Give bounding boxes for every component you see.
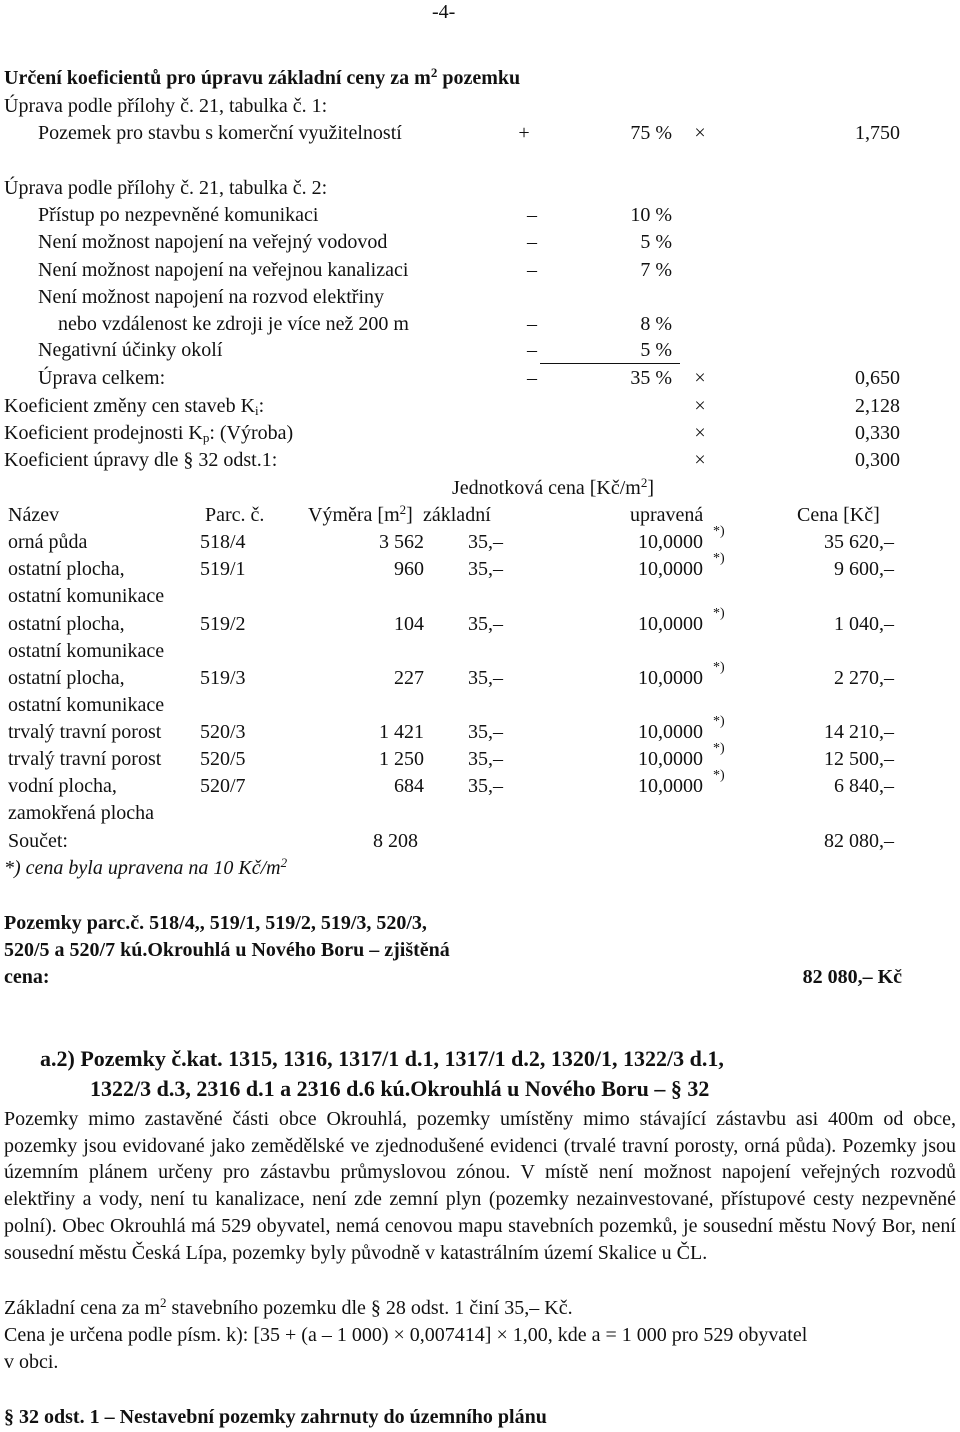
total-coef: 0,650 — [855, 367, 900, 389]
row-area: 1 421 — [379, 721, 424, 743]
kp-label-text: Koeficient prodejnosti K — [4, 422, 203, 444]
row-name: trvalý travní porost — [8, 721, 162, 743]
footnote-text: *) cena byla upravena na 10 Kč/m — [4, 857, 281, 879]
row-asterisk: *) — [713, 714, 725, 729]
row-asterisk: *) — [713, 524, 725, 539]
ki-mult: × — [694, 395, 706, 417]
row-base: 35,– — [468, 558, 503, 580]
row-name: trvalý travní porost — [8, 748, 162, 770]
ki-label-text: Koeficient změny cen staveb K — [4, 395, 256, 417]
summary-line: cena: — [4, 966, 50, 988]
row-asterisk: *) — [713, 660, 725, 675]
base-price-line — [4, 1296, 573, 1320]
row-adjusted: 10,0000 — [638, 667, 703, 689]
row-base: 35,– — [468, 775, 503, 797]
final-heading: § 32 odst. 1 – Nestavební pozemky zahrnuty do územního plánu — [4, 1406, 547, 1428]
row-name-cont: ostatní komunikace — [8, 694, 165, 716]
unit-price-header — [452, 476, 654, 500]
table1-item-value: 75 % — [630, 122, 672, 144]
row-price: 1 040,– — [834, 613, 894, 635]
k32-mult: × — [694, 449, 706, 471]
row-parcel: 518/4 — [200, 531, 246, 553]
row-price: 35 620,– — [824, 531, 894, 553]
sum-rule — [540, 363, 680, 364]
row-base: 35,– — [468, 748, 503, 770]
row-area: 3 562 — [379, 531, 424, 553]
coef-heading-tail: pozemku — [437, 67, 521, 89]
table2-item-sign: – — [527, 259, 537, 281]
row-price: 14 210,– — [824, 721, 894, 743]
row-base: 35,– — [468, 667, 503, 689]
footnote-sup: 2 — [280, 855, 288, 870]
table2-item-value: 5 % — [640, 231, 672, 253]
row-name-cont: zamokřená plocha — [8, 802, 155, 824]
section-a2-paragraph: Pozemky mimo zastavěné části obce Okrouhlá, pozemky umístěny mimo stávající zástavbu asi 400m od obce, pozemky jsou evidované jako zemědělské ve zjednodušené evidenci (trvalé travní porosty, orná půda). Pozemky jsou územním plánem určeny pro zástavbu průmyslovou zónou. V místě není možnost napojení veřejných rozvodů elektřiny a vody, není tu kanalizace, není zde zemní plyn (pozemky nezainvestované, přístupové cesty nezpevněné polní). Obec Okrouhlá má 529 obyvatel, nemá cenovou mapu stavebních pozemků, je sousední městu Nový Bor, není sousední městu Česká Lípa, pozemky byly původně v katastrálním území Skalice u ČL. — [4, 1108, 956, 1264]
col-header-name: Název — [8, 504, 60, 526]
table2-item-value: 5 % — [640, 339, 672, 361]
row-name-cont: ostatní komunikace — [8, 640, 165, 662]
sum-price: 82 080,– — [824, 830, 894, 852]
total-value: 35 % — [630, 367, 672, 389]
row-parcel: 519/3 — [200, 667, 246, 689]
unit-price-header-text: Jednotková cena [Kč/m — [452, 477, 641, 499]
row-base: 35,– — [468, 613, 503, 635]
row-asterisk: *) — [713, 606, 725, 621]
total-label: Úprava celkem: — [38, 367, 166, 389]
row-price: 2 270,– — [834, 667, 894, 689]
table1-item-label: Pozemek pro stavbu s komerční využitelností — [38, 122, 402, 144]
summary-price: 82 080,– Kč — [802, 966, 902, 988]
table2-item-label: Není možnost napojení na rozvod elektřiny — [38, 286, 385, 308]
table2-item-label: Negativní účinky okolí — [38, 339, 223, 361]
row-area: 227 — [394, 667, 424, 689]
coef-heading-sup: 2 — [430, 65, 438, 80]
row-asterisk: *) — [713, 551, 725, 566]
row-name: ostatní plocha, — [8, 667, 125, 689]
row-base: 35,– — [468, 721, 503, 743]
formula-line: Cena je určena podle písm. k): [35 + (a – 1 000) × 0,007414] × 1,00, kde a = 1 000 pro 529 obyvatel — [4, 1324, 808, 1346]
col-header-area-sup: 2 — [399, 502, 407, 517]
table2-label: Úprava podle přílohy č. 21, tabulka č. 2: — [4, 177, 328, 199]
row-adjusted: 10,0000 — [638, 748, 703, 770]
table2-item-label: nebo vzdálenost ke zdroji je více než 200 m — [58, 313, 409, 335]
col-header-price: Cena [Kč] — [797, 504, 880, 526]
row-name: vodní plocha, — [8, 775, 117, 797]
row-area: 1 250 — [379, 748, 424, 770]
ki-label-tail: : — [258, 395, 265, 417]
row-name-cont: ostatní komunikace — [8, 585, 165, 607]
col-header-area-tail: ] — [406, 504, 413, 526]
row-area: 104 — [394, 613, 424, 635]
sum-area: 8 208 — [373, 830, 418, 852]
table2-item-sign: – — [527, 231, 537, 253]
unit-price-header-sup: 2 — [640, 475, 648, 490]
ki-sub: i — [255, 403, 259, 418]
table1-label: Úprava podle přílohy č. 21, tabulka č. 1: — [4, 95, 328, 117]
row-adjusted: 10,0000 — [638, 558, 703, 580]
row-base: 35,– — [468, 531, 503, 553]
row-adjusted: 10,0000 — [638, 613, 703, 635]
row-area: 960 — [394, 558, 424, 580]
k32-label: Koeficient úpravy dle § 32 odst.1: — [4, 449, 278, 471]
kp-label — [4, 421, 293, 445]
row-asterisk: *) — [713, 768, 725, 783]
row-parcel: 519/2 — [200, 613, 246, 635]
ki-label — [4, 394, 264, 418]
row-price: 12 500,– — [824, 748, 894, 770]
row-price: 9 600,– — [834, 558, 894, 580]
row-asterisk: *) — [713, 741, 725, 756]
table2-item-sign: – — [527, 204, 537, 226]
row-adjusted: 10,0000 — [638, 721, 703, 743]
formula-line-cont: v obci. — [4, 1351, 59, 1373]
table2-item-label: Není možnost napojení na veřejnou kanalizaci — [38, 259, 409, 281]
base-price-tail: stavebního pozemku dle § 28 odst. 1 činí 35,– Kč. — [166, 1297, 573, 1319]
section-a2-heading: a.2) Pozemky č.kat. 1315, 1316, 1317/1 d.1, 1317/1 d.2, 1320/1, 1322/3 d.1, — [40, 1046, 724, 1071]
row-name: ostatní plocha, — [8, 558, 125, 580]
table1-item-mult: × — [694, 122, 706, 144]
col-header-parcel: Parc. č. — [205, 504, 265, 526]
kp-label-tail: : (Výroba) — [209, 422, 294, 444]
base-price-sup: 2 — [160, 1295, 167, 1310]
footnote — [4, 856, 287, 880]
table2-item-label: Není možnost napojení na veřejný vodovod — [38, 231, 388, 253]
total-sign: – — [527, 367, 537, 389]
kp-mult: × — [694, 422, 706, 444]
coef-heading-text: Určení koeficientů pro úpravu základní ceny za m — [4, 67, 431, 89]
table2-item-value: 10 % — [630, 204, 672, 226]
row-parcel: 520/5 — [200, 748, 246, 770]
row-name: orná půda — [8, 531, 88, 553]
table2-item-sign: – — [527, 339, 537, 361]
row-adjusted: 10,0000 — [638, 775, 703, 797]
total-mult: × — [694, 367, 706, 389]
unit-price-header-tail: ] — [647, 477, 654, 499]
table2-item-value: 7 % — [640, 259, 672, 281]
table2-item-label: Přístup po nezpevněné komunikaci — [38, 204, 319, 226]
table1-item-sign: + — [518, 122, 530, 144]
section-a2-heading-cont: 1322/3 d.3, 2316 d.1 a 2316 d.6 kú.Okrouhlá u Nového Boru – § 32 — [90, 1076, 710, 1101]
k32-coef: 0,300 — [855, 449, 900, 471]
summary-line: Pozemky parc.č. 518/4,, 519/1, 519/2, 519/3, 520/3, — [4, 912, 427, 934]
base-price-text: Základní cena za m — [4, 1297, 161, 1319]
table1-item-coef: 1,750 — [855, 122, 900, 144]
col-header-area-text: Výměra [m — [308, 504, 400, 526]
row-name: ostatní plocha, — [8, 613, 125, 635]
col-header-area — [308, 503, 413, 527]
row-parcel: 520/3 — [200, 721, 246, 743]
row-parcel: 520/7 — [200, 775, 246, 797]
table2-item-value: 8 % — [640, 313, 672, 335]
kp-coef: 0,330 — [855, 422, 900, 444]
row-adjusted: 10,0000 — [638, 531, 703, 553]
kp-sub: p — [202, 430, 210, 445]
page-number: -4- — [432, 1, 456, 23]
row-parcel: 519/1 — [200, 558, 246, 580]
col-header-adjusted: upravená — [630, 504, 704, 526]
row-price: 6 840,– — [834, 775, 894, 797]
sum-label: Součet: — [8, 830, 68, 852]
summary-line: 520/5 a 520/7 kú.Okrouhlá u Nového Boru – zjištěná — [4, 939, 450, 961]
row-area: 684 — [394, 775, 424, 797]
coef-heading — [4, 66, 520, 90]
ki-coef: 2,128 — [855, 395, 900, 417]
col-header-base: základní — [423, 504, 491, 526]
table2-item-sign: – — [527, 313, 537, 335]
